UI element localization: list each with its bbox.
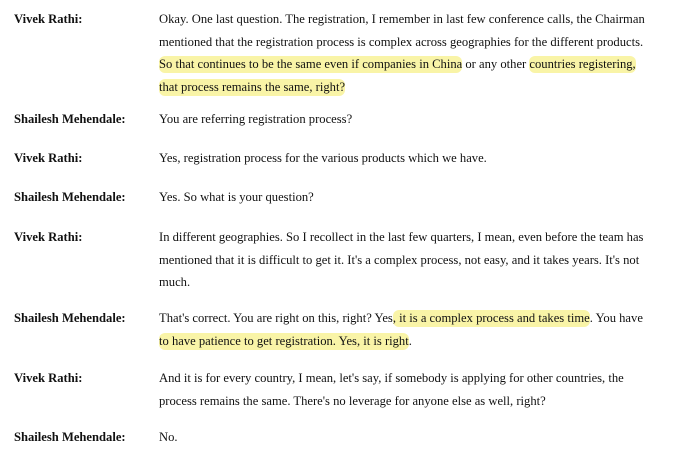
speaker-statement [159,186,618,209]
statement-line [159,330,618,353]
statement-text: Yes. So what is your question? [159,190,314,204]
statement-text: In different geographies. So I recollect in the last few quarters, I mean, even before the team has [159,230,644,244]
highlighted-text: to have patience to get registration. Yes, it is right [159,333,409,348]
statement-line [159,8,645,31]
statement-line [159,53,636,76]
speaker-statement [159,8,645,98]
statement-line [159,76,618,99]
statement-line [159,367,624,390]
speaker-name: Shailesh Mehendale: [14,112,126,126]
statement-text: No. [159,430,178,444]
statement-text: process remains the same. There's no leverage for anyone else as well, right? [159,393,546,408]
statement-line [159,31,644,54]
statement-line [159,147,618,170]
speaker-name: Vivek Rathi: [14,151,83,165]
statement-line [159,271,618,294]
statement-text: . You have [589,311,643,325]
statement-text: Yes, registration process for the various products which we have. [159,151,487,165]
statement-line [159,249,640,272]
speaker-statement [159,307,643,352]
highlighted-text: countries registering, [529,57,636,71]
statement-text: . [408,333,412,348]
statement-text: mentioned that the registration process is complex across geographies for the different products. [159,34,644,49]
speaker-statement [159,426,618,449]
statement-line [159,307,643,330]
speaker-name: Shailesh Mehendale: [14,190,126,204]
highlighted-text: So that continues to be the same even if companies in China [159,57,463,71]
statement-line [159,226,644,249]
speaker-name: Vivek Rathi: [14,371,83,385]
statement-text: much. [159,275,191,289]
speaker-statement [159,147,618,170]
highlighted-text: , it is a complex process and takes time [392,311,590,325]
speaker-statement [159,108,618,131]
statement-text: Okay. One last question. The registration, I remember in last few conference calls, the Chairman [159,12,645,26]
statement-text: or any other [462,57,530,71]
statement-text: You are referring registration process? [159,112,353,126]
speaker-name: Shailesh Mehendale: [14,311,126,325]
statement-line [159,108,618,131]
speaker-name: Shailesh Mehendale: [14,430,126,444]
speaker-name: Vivek Rathi: [14,12,83,26]
statement-text: And it is for every country, I mean, let's say, if somebody is applying for other countries, the [159,371,624,385]
statement-line [159,426,618,449]
statement-line [159,390,618,413]
statement-line [159,186,618,209]
speaker-name: Vivek Rathi: [14,230,83,244]
statement-text: mentioned that it is difficult to get it. It's a complex process, not easy, and it takes years. It's not [159,252,640,267]
speaker-statement [159,226,644,294]
statement-text: That's correct. You are right on this, right? Yes [159,311,393,325]
speaker-statement [159,367,624,412]
highlighted-text: that process remains the same, right? [159,79,346,94]
